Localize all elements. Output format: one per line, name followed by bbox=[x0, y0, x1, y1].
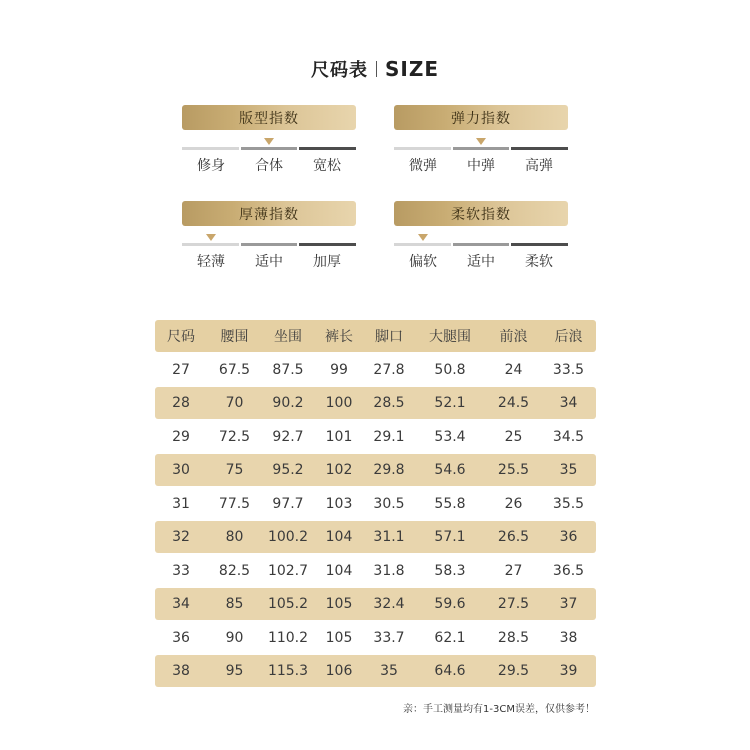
table-cell: 35 bbox=[380, 663, 398, 680]
index-label: 适中 bbox=[255, 254, 283, 270]
index-label: 宽松 bbox=[313, 158, 341, 174]
softness-index-marker-icon bbox=[418, 234, 428, 241]
table-cell: 72.5 bbox=[218, 428, 251, 445]
thickness-index-scale bbox=[182, 243, 356, 246]
table-cell: 38 bbox=[172, 663, 190, 680]
table-cell: 99 bbox=[330, 361, 348, 378]
fit-index-title: 版型指数 bbox=[182, 105, 356, 130]
table-cell: 26.5 bbox=[497, 529, 530, 546]
fit-index-scale bbox=[182, 147, 356, 150]
thickness-index-labels bbox=[182, 251, 356, 271]
fit-index-labels bbox=[182, 155, 356, 175]
table-cell: 36 bbox=[172, 629, 190, 646]
table-cell: 80 bbox=[225, 529, 244, 546]
table-cell: 34 bbox=[559, 395, 578, 412]
table-cell: 87.5 bbox=[272, 361, 304, 378]
index-label: 中弹 bbox=[467, 158, 495, 174]
table-row bbox=[155, 387, 596, 419]
table-cell: 29.5 bbox=[497, 663, 530, 680]
table-cell: 27.8 bbox=[373, 361, 405, 378]
index-label: 偏软 bbox=[409, 254, 437, 270]
table-cell: 110.2 bbox=[267, 629, 309, 646]
table-cell: 31 bbox=[172, 495, 190, 512]
elasticity-index-scale bbox=[394, 147, 568, 150]
table-cell: 36 bbox=[559, 529, 578, 546]
index-label: 高弹 bbox=[525, 158, 553, 174]
table-cell: 62.1 bbox=[434, 629, 466, 646]
softness-index-labels bbox=[394, 251, 568, 271]
table-cell: 103 bbox=[325, 495, 353, 512]
table-cell: 32 bbox=[172, 529, 190, 546]
table-cell: 105.2 bbox=[267, 596, 309, 613]
elasticity-index-title: 弹力指数 bbox=[394, 105, 568, 130]
table-cell: 26 bbox=[504, 495, 523, 512]
table-row bbox=[155, 354, 596, 386]
table-cell: 92.7 bbox=[272, 428, 304, 445]
table-cell: 70 bbox=[225, 395, 244, 412]
table-cell: 50.8 bbox=[434, 361, 466, 378]
table-cell: 30 bbox=[172, 462, 190, 479]
table-cell: 33.5 bbox=[552, 361, 585, 378]
table-cell: 90 bbox=[225, 629, 244, 646]
softness-index-title: 柔软指数 bbox=[394, 201, 568, 226]
table-cell: 105 bbox=[325, 596, 353, 613]
table-row bbox=[155, 421, 596, 453]
index-label: 适中 bbox=[467, 254, 495, 270]
table-cell: 106 bbox=[325, 663, 353, 680]
column-header: 腰围 bbox=[220, 329, 249, 345]
table-cell: 28 bbox=[172, 395, 190, 412]
table-cell: 28.5 bbox=[497, 629, 530, 646]
column-header: 脚口 bbox=[375, 329, 403, 345]
table-cell: 105 bbox=[325, 629, 353, 646]
table-cell: 58.3 bbox=[434, 562, 466, 579]
table-cell: 102.7 bbox=[267, 562, 309, 579]
table-cell: 100.2 bbox=[267, 529, 309, 546]
table-cell: 32.4 bbox=[373, 596, 405, 613]
table-cell: 24 bbox=[504, 361, 523, 378]
table-cell: 97.7 bbox=[272, 495, 304, 512]
table-cell: 38 bbox=[559, 629, 578, 646]
table-cell: 101 bbox=[325, 428, 353, 445]
table-cell: 35.5 bbox=[552, 495, 585, 512]
table-row bbox=[155, 622, 596, 654]
table-cell: 35 bbox=[559, 462, 578, 479]
elasticity-index-labels bbox=[394, 155, 568, 175]
column-header: 裤长 bbox=[325, 329, 353, 345]
measurement-note: 亲：手工测量均有1-3CM误差，仅供参考！ bbox=[403, 704, 595, 715]
table-cell: 37 bbox=[559, 596, 578, 613]
table-cell: 102 bbox=[325, 462, 353, 479]
table-cell: 34 bbox=[172, 596, 190, 613]
table-cell: 29 bbox=[172, 428, 190, 445]
column-header: 前浪 bbox=[499, 329, 528, 345]
index-label: 合体 bbox=[255, 158, 283, 174]
column-header: 大腿围 bbox=[429, 329, 471, 345]
table-cell: 104 bbox=[325, 562, 353, 579]
title-divider bbox=[376, 61, 377, 77]
table-cell: 39 bbox=[559, 663, 578, 680]
table-cell: 30.5 bbox=[373, 495, 405, 512]
table-cell: 28.5 bbox=[373, 395, 405, 412]
table-cell: 67.5 bbox=[218, 361, 251, 378]
table-row bbox=[155, 555, 596, 587]
table-cell: 95.2 bbox=[272, 462, 304, 479]
table-cell: 27 bbox=[504, 562, 523, 579]
table-cell: 53.4 bbox=[434, 428, 466, 445]
table-cell: 25.5 bbox=[497, 462, 530, 479]
table-cell: 34.5 bbox=[552, 428, 585, 445]
table-row bbox=[155, 521, 596, 553]
table-cell: 57.1 bbox=[434, 529, 466, 546]
title-english: SIZE bbox=[384, 57, 439, 81]
table-cell: 82.5 bbox=[218, 562, 251, 579]
table-cell: 90.2 bbox=[272, 395, 304, 412]
thickness-index-title: 厚薄指数 bbox=[182, 201, 356, 226]
fit-index-marker-icon bbox=[264, 138, 274, 145]
table-cell: 27.5 bbox=[497, 596, 530, 613]
size-table bbox=[155, 320, 596, 689]
index-label: 修身 bbox=[197, 158, 225, 174]
table-row bbox=[155, 488, 596, 520]
table-cell: 33 bbox=[172, 562, 190, 579]
table-cell: 59.6 bbox=[434, 596, 466, 613]
table-cell: 25 bbox=[504, 428, 523, 445]
page-title bbox=[0, 55, 750, 83]
thickness-index-marker-icon bbox=[206, 234, 216, 241]
thickness-index bbox=[182, 201, 356, 271]
table-cell: 31.8 bbox=[373, 562, 405, 579]
table-cell: 52.1 bbox=[434, 395, 466, 412]
index-label: 加厚 bbox=[313, 254, 341, 270]
table-cell: 29.8 bbox=[373, 462, 405, 479]
table-cell: 75 bbox=[225, 462, 244, 479]
table-header-row bbox=[155, 320, 596, 352]
table-cell: 64.6 bbox=[434, 663, 466, 680]
table-cell: 77.5 bbox=[218, 495, 251, 512]
table-cell: 36.5 bbox=[552, 562, 585, 579]
table-cell: 33.7 bbox=[373, 629, 405, 646]
table-cell: 27 bbox=[172, 361, 190, 378]
index-label: 微弹 bbox=[409, 158, 437, 174]
index-label: 轻薄 bbox=[197, 254, 225, 270]
table-row bbox=[155, 588, 596, 620]
fit-index bbox=[182, 105, 356, 175]
softness-index bbox=[394, 201, 568, 271]
table-cell: 24.5 bbox=[497, 395, 530, 412]
table-cell: 31.1 bbox=[373, 529, 405, 546]
table-cell: 95 bbox=[225, 663, 244, 680]
table-row bbox=[155, 655, 596, 687]
elasticity-index bbox=[394, 105, 568, 175]
column-header: 坐围 bbox=[274, 329, 302, 345]
column-header: 尺码 bbox=[167, 329, 195, 345]
table-cell: 29.1 bbox=[373, 428, 405, 445]
title-chinese: 尺码表 bbox=[310, 60, 368, 81]
table-cell: 55.8 bbox=[434, 495, 466, 512]
table-cell: 104 bbox=[325, 529, 353, 546]
elasticity-index-marker-icon bbox=[476, 138, 486, 145]
table-cell: 115.3 bbox=[267, 663, 309, 680]
table-row bbox=[155, 454, 596, 486]
column-header: 后浪 bbox=[554, 329, 583, 345]
table-cell: 85 bbox=[225, 596, 244, 613]
index-label: 柔软 bbox=[525, 254, 553, 270]
table-cell: 54.6 bbox=[434, 462, 466, 479]
softness-index-scale bbox=[394, 243, 568, 246]
table-cell: 100 bbox=[325, 395, 353, 412]
